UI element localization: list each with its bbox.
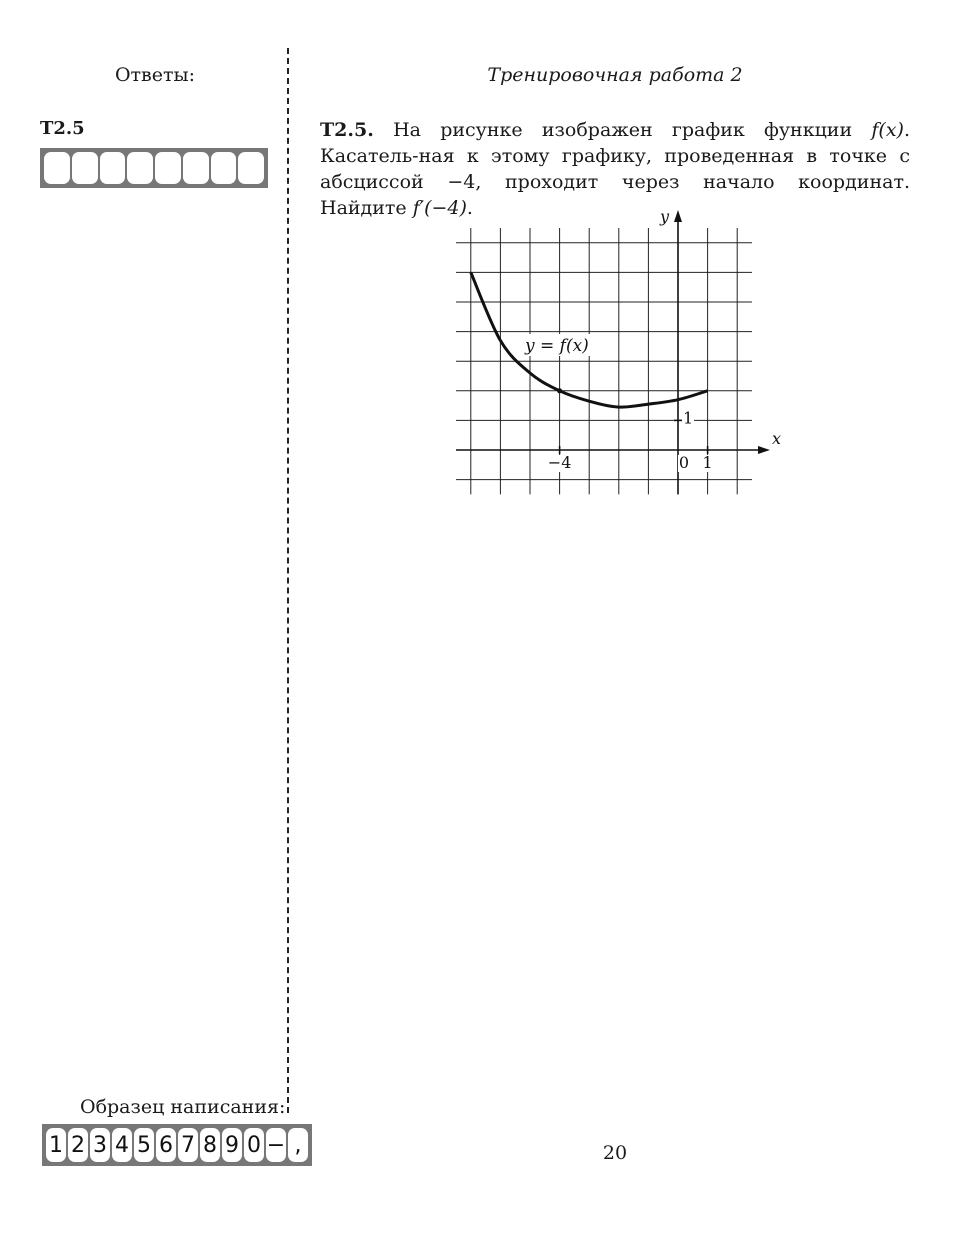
- answer-cell[interactable]: [44, 152, 70, 184]
- answer-cell[interactable]: [238, 152, 264, 184]
- sample-cell: 1: [46, 1128, 66, 1162]
- sample-cell: 0: [244, 1128, 264, 1162]
- sample-cell: 2: [68, 1128, 88, 1162]
- problem-text-3: .: [466, 197, 473, 219]
- problem-derivative: f′(−4): [412, 197, 467, 219]
- answer-cell[interactable]: [127, 152, 153, 184]
- problem-number: T2.5.: [320, 119, 374, 141]
- sample-cell: 8: [200, 1128, 220, 1162]
- sample-cell: 4: [112, 1128, 132, 1162]
- y-tick-label: 1: [683, 408, 694, 428]
- answer-input-cells[interactable]: [40, 148, 268, 188]
- answer-label: T2.5: [40, 118, 85, 139]
- axes: [456, 210, 770, 494]
- problem-function: f(x): [871, 119, 904, 141]
- sample-label: Образец написания:: [80, 1096, 286, 1118]
- x-tick-label: 1: [702, 453, 713, 472]
- answer-cell[interactable]: [211, 152, 237, 184]
- marked-point: [557, 388, 562, 393]
- sample-cell: −: [266, 1128, 286, 1162]
- sample-writing-cells: [42, 1124, 312, 1166]
- problem-text-1: На рисунке изображен график функции: [393, 119, 872, 141]
- sample-cell: 6: [156, 1128, 176, 1162]
- y-axis-arrow: [674, 210, 682, 222]
- work-title: Тренировочная работа 2: [487, 64, 743, 86]
- x-axis-arrow: [758, 446, 770, 454]
- answer-cell[interactable]: [155, 152, 181, 184]
- answer-cell[interactable]: [183, 152, 209, 184]
- sample-cell: 5: [134, 1128, 154, 1162]
- answer-cell[interactable]: [72, 152, 98, 184]
- cut-line-divider: [287, 48, 289, 1113]
- function-graph: [440, 198, 780, 503]
- sample-cell: 3: [90, 1128, 110, 1162]
- y-axis-label: y: [660, 207, 670, 226]
- x-axis-label: x: [772, 429, 782, 448]
- sample-cell: 7: [178, 1128, 198, 1162]
- answers-header: Ответы:: [114, 64, 196, 86]
- answer-cell[interactable]: [100, 152, 126, 184]
- page-number: 20: [602, 1142, 628, 1164]
- problem-text-2: . Касатель-ная к этому графику, проведенная в точке с абсциссой −4, проходит через начало координат. Найдите: [320, 119, 910, 219]
- sample-cell: 9: [222, 1128, 242, 1162]
- sample-cell: ,: [288, 1128, 308, 1162]
- graph-labels: [524, 207, 781, 472]
- x-tick-label: −4: [547, 453, 572, 472]
- x-tick-label: 0: [678, 453, 690, 472]
- curve-label: y = f(x): [525, 336, 589, 356]
